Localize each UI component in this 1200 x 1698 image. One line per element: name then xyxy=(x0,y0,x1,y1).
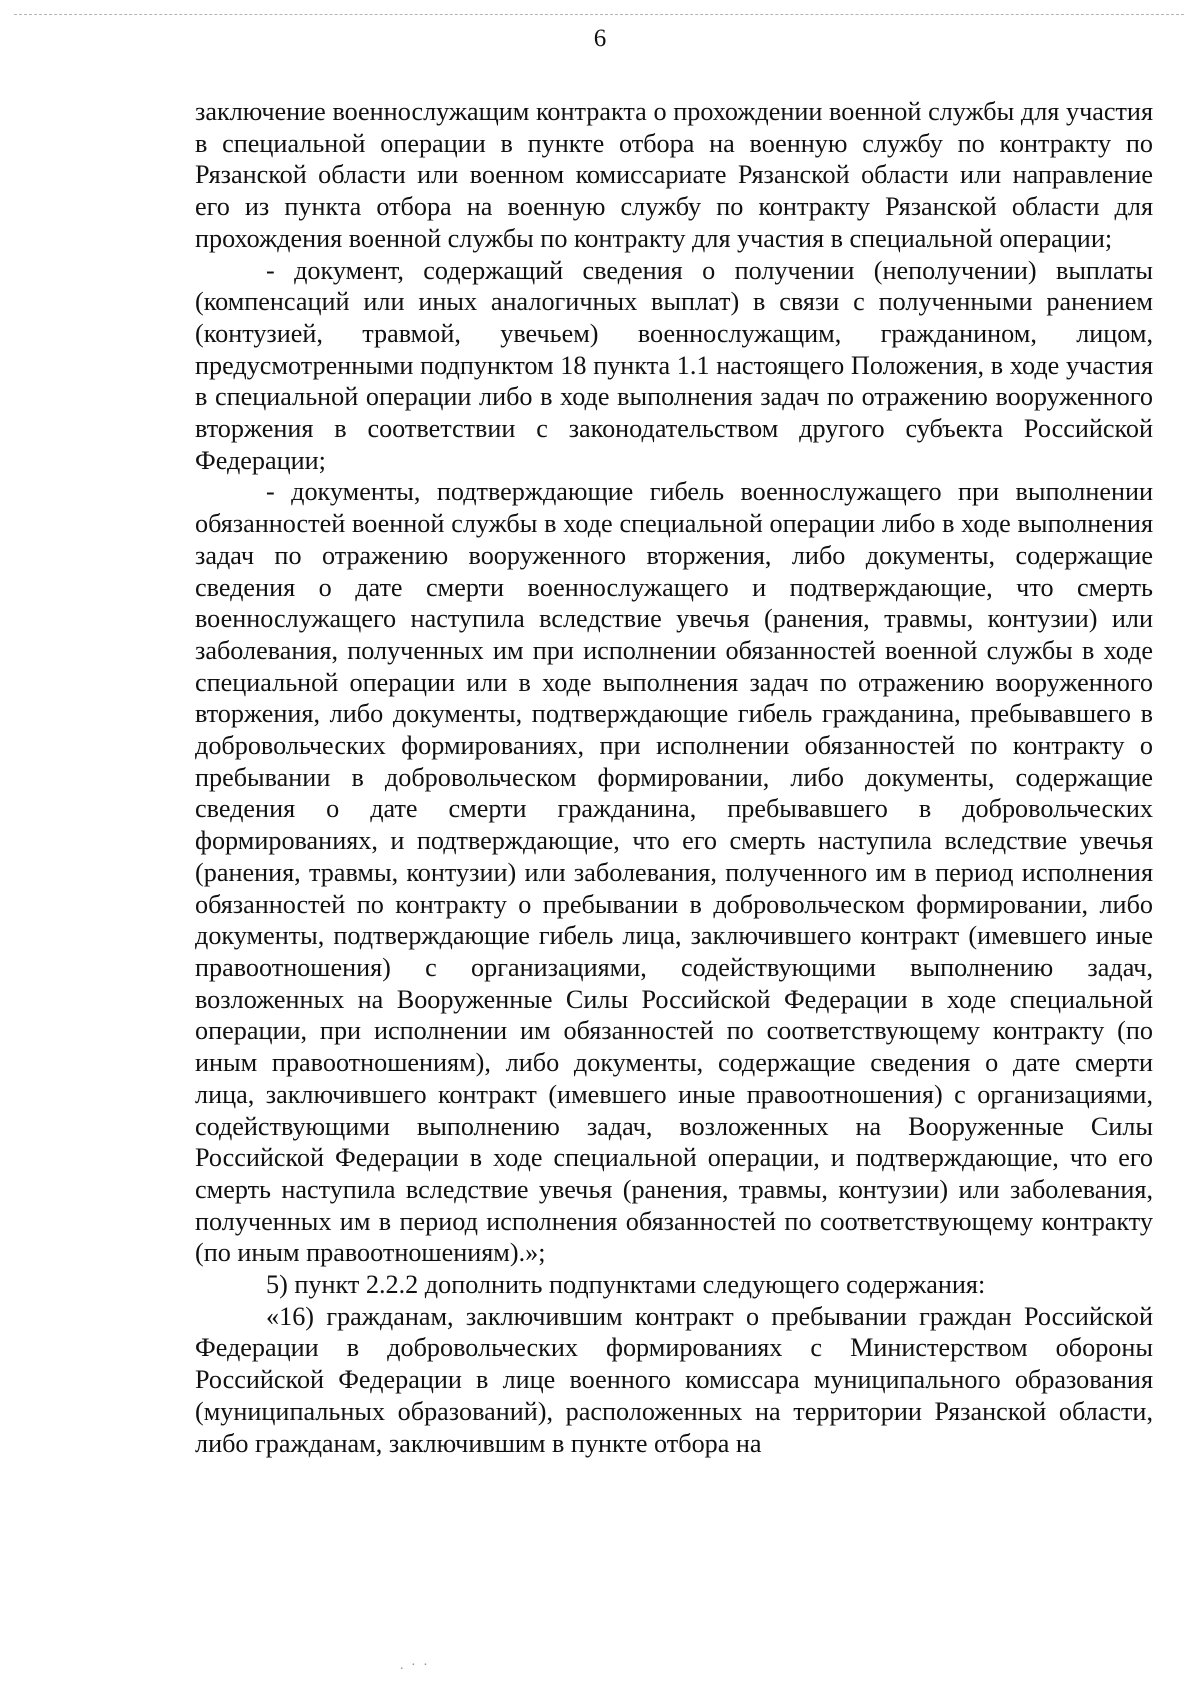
document-body xyxy=(195,96,1153,1459)
paragraph-continuation: заключение военнослужащим контракта о прохождении военной службы для участия в специальной операции в пункте отбора на военную службу по контракту по Рязанской области или военном комиссариате Рязанской области или направление его из пункта отбора на военную службу по контракту Рязанской области для прохождения военной службы по контракту для участия в специальной операции; xyxy=(195,97,1153,253)
paragraph-payment-document: - документ, содержащий сведения о получении (неполучении) выплаты (компенсаций или иных аналогичных выплат) в связи с полученными ранением (контузией, травмой, увечьем) военнослужащим, гражданином, лицом, предусмотренными подпунктом 18 пункта 1.1 настоящего Положения, в ходе участия в специальной операции либо в ходе выполнения задач по отражению вооруженного вторжения в соответствии с законодательством другого субъекта Российской Федерации; xyxy=(195,255,1153,475)
paragraph-subitem-16: «16) гражданам, заключившим контракт о пребывании граждан Российской Федерации в добровольческих формированиях с Министерством обороны Российской Федерации в лице военного комиссара муниципального образования (муниципальных образований), расположенных на территории Рязанской области, либо гражданам, заключившим в пункте отбора на xyxy=(195,1301,1153,1458)
scan-artifact-mark: . · · xyxy=(400,1658,430,1673)
paragraph-amendment-item-5: 5) пункт 2.2.2 дополнить подпунктами следующего содержания: xyxy=(266,1270,986,1300)
paragraph-death-documents: - документы, подтверждающие гибель военнослужащего при выполнении обязанностей военной службы в ходе специальной операции либо в ходе выполнения задач по отражению вооруженного вторжения, либо документы, содержащие сведения о дате смерти военнослужащего и подтверждающие, что смерть военнослужащего наступила вследствие увечья (ранения, травмы, контузии) или заболевания, полученных им при исполнении обязанностей военной службы в ходе специальной операции или в ходе выполнения задач по отражению вооруженного вторжения, либо документы, подтверждающие гибель гражданина, пребывавшего в добровольческих формированиях, при исполнении обязанностей по контракту о пребывании в добровольческом формировании, либо документы, содержащие сведения о дате смерти гражданина, пребывавшего в добровольческих формированиях, и подтверждающие, что его смерть наступила вследствие увечья (ранения, травмы, контузии) или заболевания, полученного им в период исполнения обязанностей по контракту о пребывании в добровольческом формировании, либо документы, подтверждающие гибель лица, заключившего контракт (имевшего иные правоотношения) с организациями, содействующими выполнению задач, возложенных на Вооруженные Силы Российской Федерации в ходе специальной операции, при исполнении им обязанностей по соответствующему контракту (по иным правоотношениям), либо документы, содержащие сведения о дате смерти лица, заключившего контракт (имевшего иные правоотношения) с организациями, содействующими выполнению задач, возложенных на Вооруженные Силы Российской Федерации в ходе специальной операции, и подтверждающие, что его смерть наступила вследствие увечья (ранения, травмы, контузии) или заболевания, полученных им в период исполнения обязанностей по соответствующему контракту (по иным правоотношениям).»; xyxy=(195,477,1153,1268)
page-number: 6 xyxy=(593,25,607,52)
